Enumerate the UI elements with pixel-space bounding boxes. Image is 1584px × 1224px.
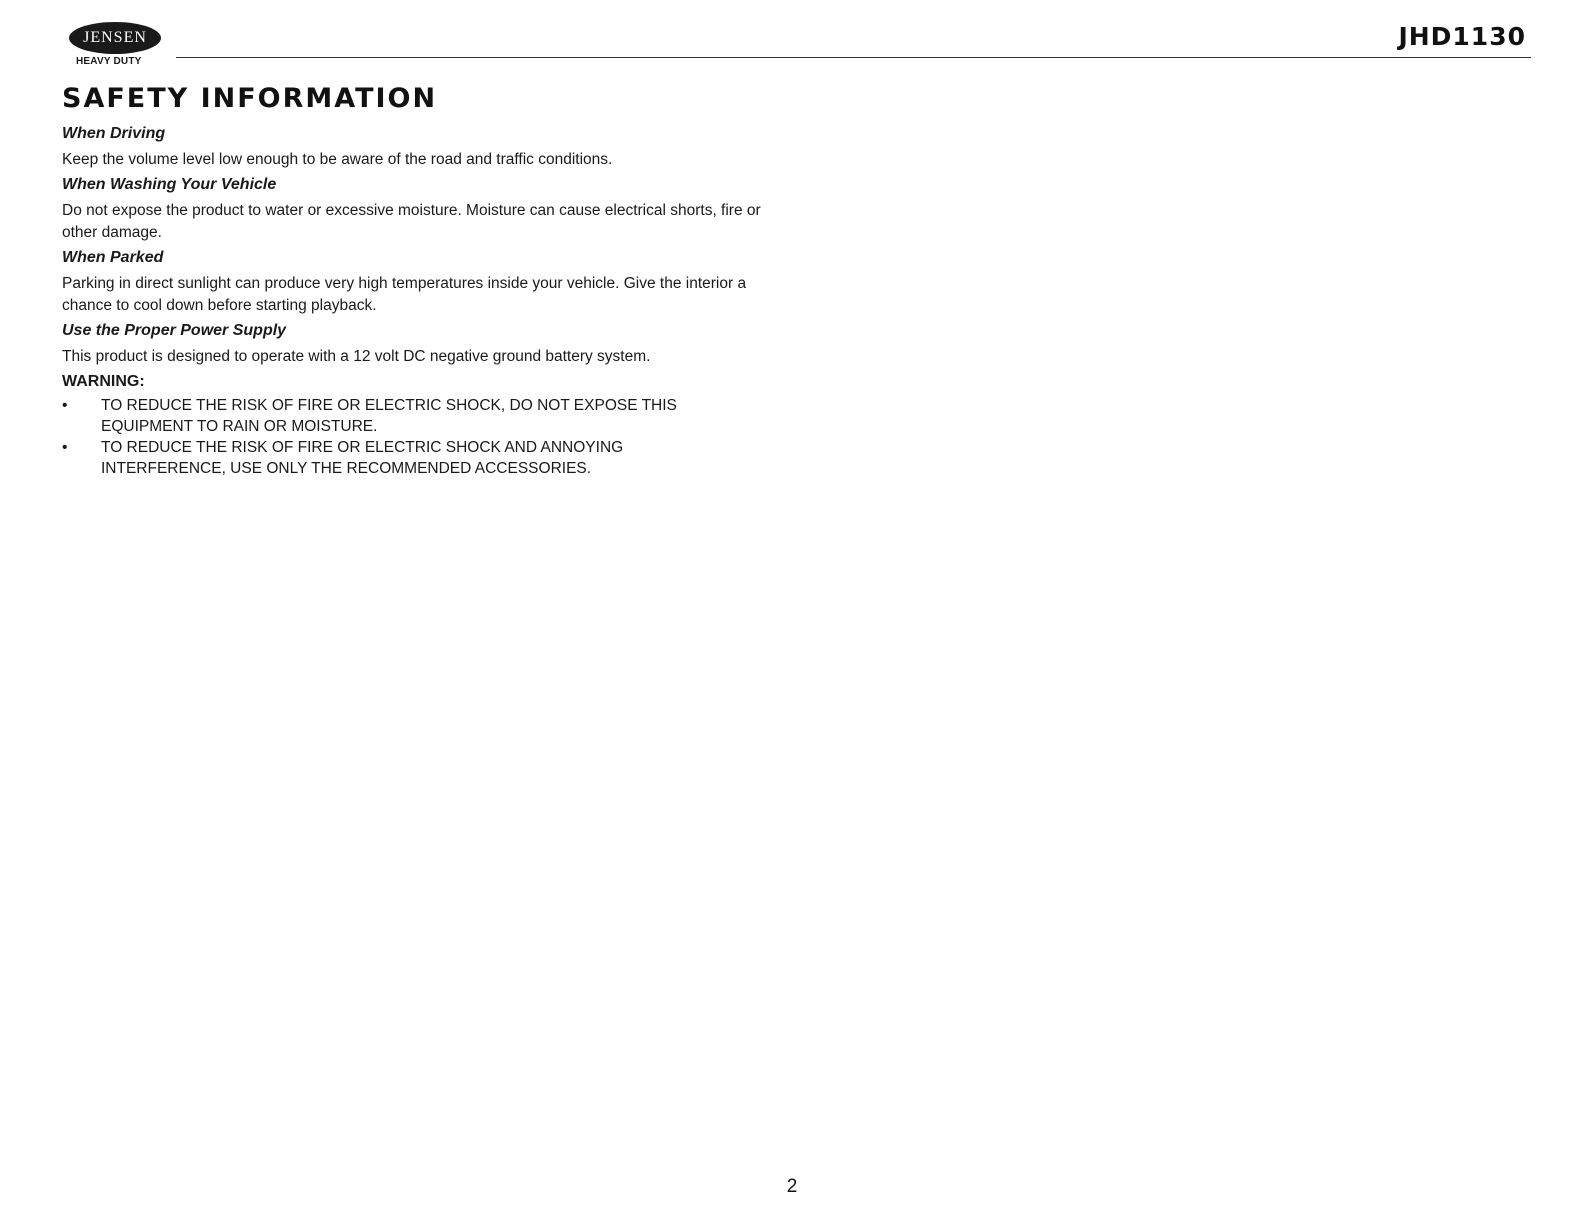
section-text: Parking in direct sunlight can produce very high temperatures inside your vehicle. Give the interior a chance to cool down before starting playback. — [62, 275, 747, 314]
bullet-icon: • — [62, 439, 68, 456]
warning-list — [62, 395, 762, 479]
brand-logo-subtext: HEAVY DUTY — [76, 56, 142, 67]
section-parked — [62, 248, 762, 317]
warning-item-text: TO REDUCE THE RISK OF FIRE OR ELECTRIC SHOCK, DO NOT EXPOSE THIS EQUIPMENT TO RAIN OR MOISTURE. — [101, 397, 677, 435]
section-washing — [62, 175, 762, 244]
page-number: 2 — [786, 1176, 798, 1197]
warning-item — [62, 437, 741, 479]
section-heading: When Parked — [62, 249, 164, 266]
section-heading: Use the Proper Power Supply — [62, 322, 287, 339]
bullet-icon: • — [62, 397, 68, 414]
section-power-supply — [62, 321, 762, 368]
brand-logo-mark: JENSEN — [69, 22, 161, 54]
warning-item — [62, 395, 741, 437]
section-driving — [62, 124, 762, 171]
safety-content — [62, 124, 762, 479]
page-title: SAFETY INFORMATION — [62, 83, 438, 114]
warning-block — [62, 372, 762, 479]
header-divider — [176, 57, 1531, 58]
section-heading: When Washing Your Vehicle — [62, 176, 277, 193]
section-heading: When Driving — [62, 125, 166, 142]
section-text: This product is designed to operate with a 12 volt DC negative ground battery system. — [62, 348, 651, 365]
warning-item-text: TO REDUCE THE RISK OF FIRE OR ELECTRIC SHOCK AND ANNOYING INTERFERENCE, USE ONLY THE RECOMMENDED ACCESSORIES. — [101, 439, 624, 477]
brand-logo — [69, 22, 161, 70]
section-text: Do not expose the product to water or excessive moisture. Moisture can cause electrical shorts, fire or other damage. — [62, 202, 761, 241]
model-number: JHD1130 — [1398, 22, 1526, 51]
warning-label: WARNING: — [62, 373, 145, 390]
section-text: Keep the volume level low enough to be aware of the road and traffic conditions. — [62, 151, 613, 168]
